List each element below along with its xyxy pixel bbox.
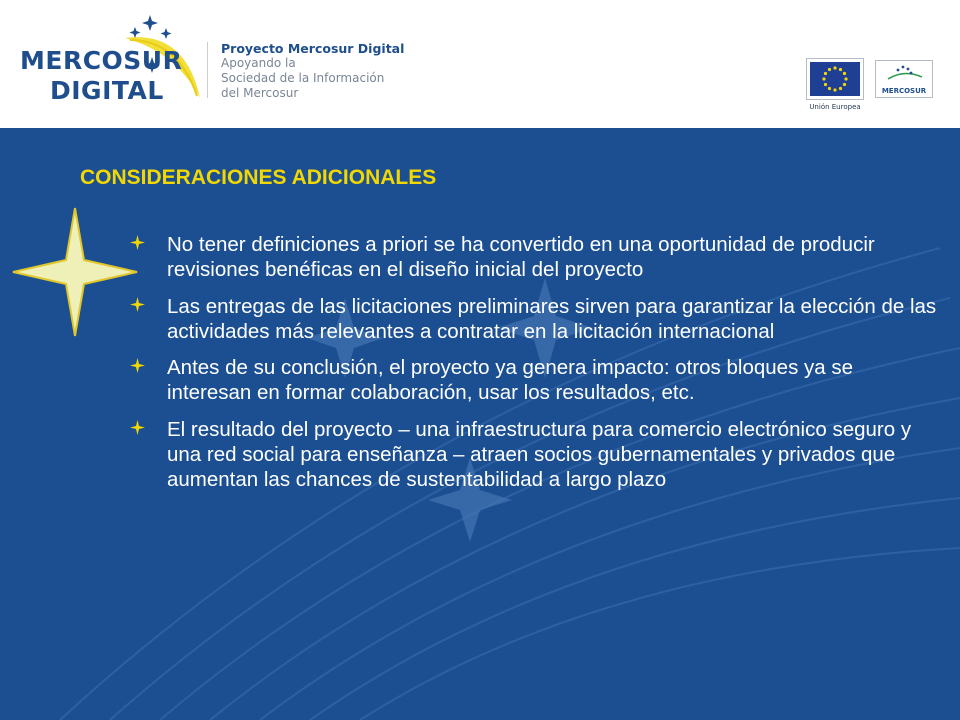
tagline-line: Apoyando la	[221, 56, 296, 70]
bullet-text: Las entregas de las licitaciones preliminares sirven para garantizar la elección de las actividades más relevantes a contratar en la licitación internacional	[167, 294, 937, 343]
eu-flag-icon	[806, 58, 864, 100]
sparkle-bullet-icon	[130, 235, 145, 250]
bullet-text: No tener definiciones a priori se ha convertido en una oportunidad de producir revisiones benéficas en el diseño inicial del proyecto	[167, 233, 875, 281]
list-item	[130, 417, 940, 492]
header-band	[0, 0, 960, 128]
list-item	[130, 232, 940, 282]
eu-stars-icon	[810, 62, 860, 96]
header-divider	[207, 42, 208, 98]
tagline-line: del Mercosur	[221, 86, 299, 100]
tagline-title: Proyecto Mercosur Digital	[221, 41, 405, 56]
eu-logo	[806, 58, 864, 118]
mercosur-emblem-icon	[876, 61, 932, 87]
bullet-text: Antes de su conclusión, el proyecto ya genera impacto: otros bloques ya se interesan en formar colaboración, usar los resultados, etc.	[167, 356, 854, 404]
eu-caption: Unión Europea	[809, 103, 861, 111]
list-item	[130, 294, 940, 344]
bullet-list	[130, 232, 940, 503]
sparkle-bullet-icon	[130, 358, 145, 373]
project-tagline	[221, 41, 441, 101]
mercosur-logo	[875, 60, 933, 98]
list-item	[130, 355, 940, 405]
logo-mercosur-text: MERCOSUR	[20, 46, 183, 75]
slide-title: CONSIDERACIONES ADICIONALES	[80, 166, 437, 189]
sparkle-bullet-icon	[130, 297, 145, 312]
mercosur-caption: MERCOSUR	[881, 87, 927, 95]
bullet-text: El resultado del proyecto – una infraestructura para comercio electrónico seguro y una red social para enseñanza – atraen socios gubernamentales y privados que aumentan las chances de sustentabilidad a largo plazo	[167, 417, 912, 491]
logo-digital-text: DIGITAL	[50, 76, 164, 105]
large-star-icon	[13, 208, 137, 336]
tagline-line: Sociedad de la Información	[221, 71, 385, 85]
sparkle-bullet-icon	[130, 420, 145, 435]
